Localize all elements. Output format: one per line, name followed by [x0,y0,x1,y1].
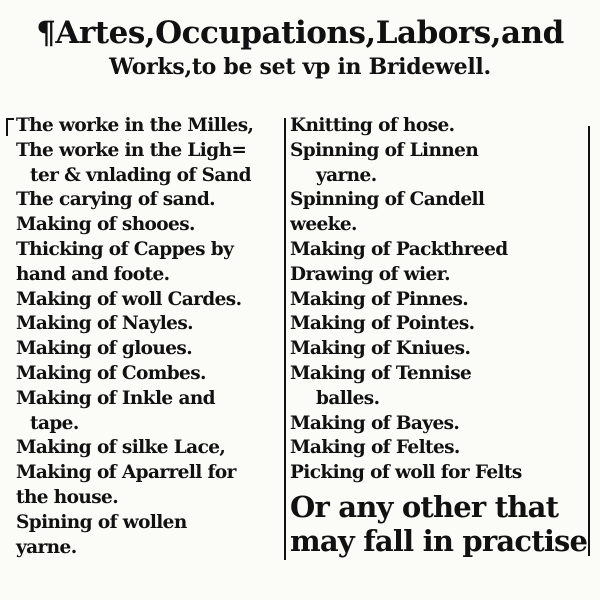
left-column-item: The worke in the Ligh= [16,139,247,161]
right-column-item: Making of Packthreed [290,238,508,260]
left-column-item: Thicking of Cappes by [16,238,234,260]
right-column-item: Making of Feltes. [290,437,460,459]
right-column-item: Making of Pointes. [290,313,475,335]
right-column-item: balles. [316,387,380,409]
left-column-item: ter & vnlading of Sand [30,164,251,186]
right-column-item: Making of Pinnes. [290,288,469,310]
left-column-item: the house. [16,486,119,508]
left-column-item: tape. [30,412,79,434]
left-column-item: Making of Combes. [16,362,206,384]
left-column-list [16,114,278,560]
right-column-item: weeke. [290,214,357,236]
right-column-item: Drawing of wier. [290,263,450,285]
document-heading [0,14,600,82]
column-divider-rule [284,118,286,560]
left-column-item: The worke in the Milles, [16,115,254,136]
right-column-item: Making of Tennise [290,362,472,384]
right-column-item: Spinning of Candell [290,189,485,211]
left-column-item: Making of shooes. [16,214,195,236]
heading-line-1: ¶Artes,Occupations,Labors,and [36,15,564,51]
left-column-item: hand and foote. [16,263,170,285]
left-column-item: Spining of wollen [16,511,187,533]
right-bracket-mark [582,126,590,556]
left-column-item: yarne. [16,536,77,558]
heading-line-2: Works,to be set vp in Bridewell. [109,54,491,80]
left-column-item: Making of Inkle and [16,387,216,409]
closing-line-1: Or any other that [290,489,559,524]
closing-line-2: may fall in practise [290,523,588,558]
left-column-item: Making of woll Cardes. [16,288,242,310]
right-column-item: Knitting of hose. [290,115,455,136]
right-column-item: Spinning of Linnen [290,139,479,161]
left-column-item: The carying of sand. [16,189,215,211]
left-column-item: Making of gloues. [16,338,193,360]
right-column-list [290,114,588,558]
left-column-item: Making of silke Lace, [16,437,226,459]
right-column-item: yarne. [316,164,377,186]
left-column-item: Making of Nayles. [16,313,193,335]
right-column-item: Making of Bayes. [290,412,460,434]
left-column-item: Making of Aparrell for [16,462,236,484]
right-column-item: Picking of woll for Felts [290,462,522,484]
right-column-item: Making of Kniues. [290,338,471,360]
left-bracket-mark [6,118,14,136]
